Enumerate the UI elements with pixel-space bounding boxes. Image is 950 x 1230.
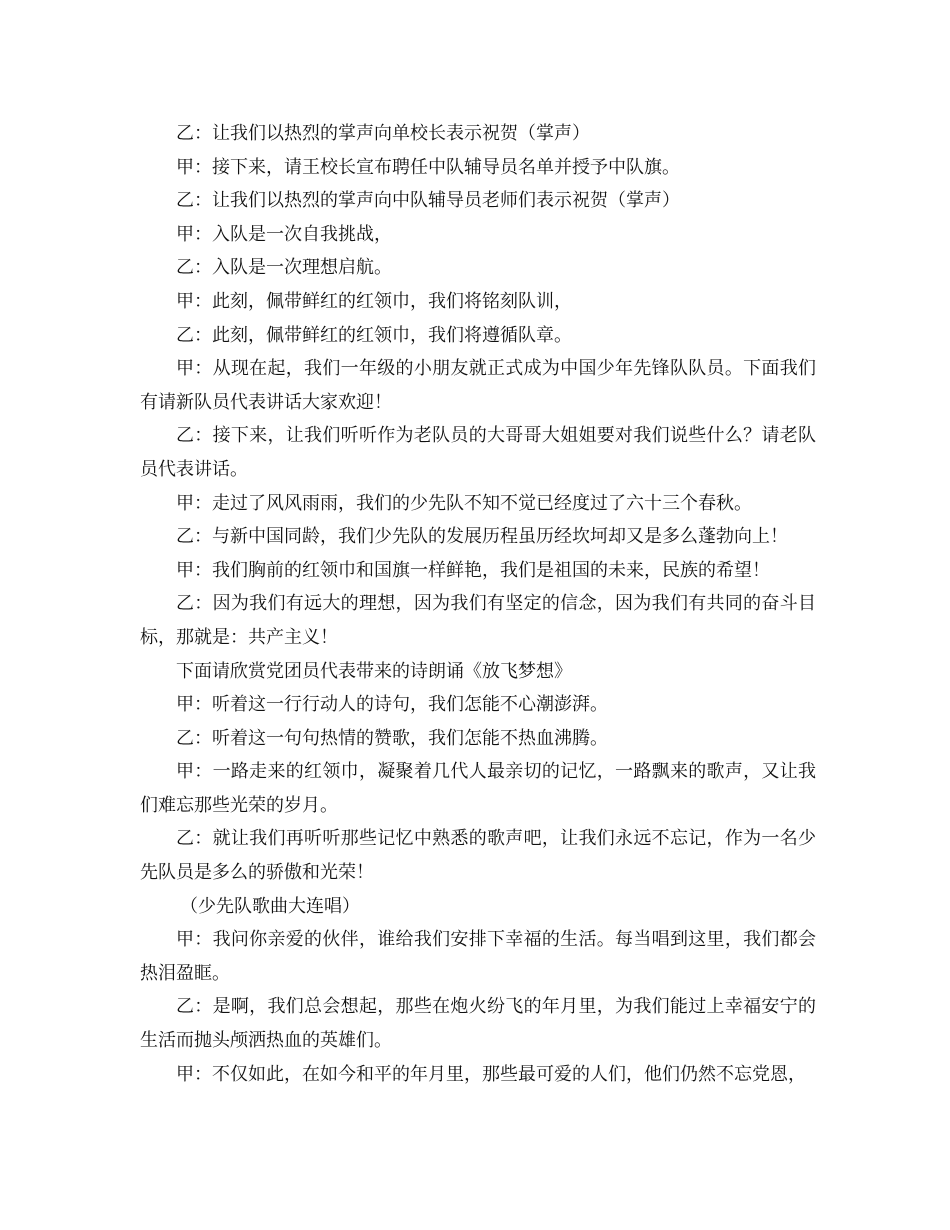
paragraph-7: 乙：此刻，佩带鲜红的红领巾，我们将遵循队章。 [176,324,572,346]
paragraph-5: 乙：入队是一次理想启航。 [176,257,392,279]
paragraph-8: 甲：从现在起，我们一年级的小朋友就正式成为中国少年先锋队队员。下面我们有请新队员代表讲话大家欢迎！ [140,358,816,413]
paragraph-21: 乙：是啊，我们总会想起，那些在炮火纷飞的年月里，为我们能过上幸福安宁的生活而抛头颅洒热血的英雄们。 [140,996,816,1052]
paragraph-19: （少先队歌曲大连唱） [180,895,360,917]
paragraph-14: 下面请欣赏党团员代表带来的诗朗诵《放飞梦想》 [176,660,572,682]
document-body [140,117,816,1091]
paragraph-10: 甲：走过了风风雨雨，我们的少先队不知不觉已经度过了六十三个春秋。 [176,492,752,514]
paragraph-2: 甲：接下来，请王校长宣布聘任中队辅导员名单并授予中队旗。 [176,156,680,178]
paragraph-17: 甲：一路走来的红领巾，凝聚着几代人最亲切的记忆，一路飘来的歌声，又让我们难忘那些光荣的岁月。 [140,761,816,816]
paragraph-20: 甲：我问你亲爱的伙伴，谁给我们安排下幸福的生活。每当唱到这里，我们都会热泪盈眶。 [140,929,816,984]
paragraph-22: 甲：不仅如此，在如今和平的年月里，那些最可爱的人们，他们仍然不忘党恩， [176,1063,806,1085]
paragraph-4: 甲：入队是一次自我挑战， [176,223,392,245]
paragraph-13: 乙：因为我们有远大的理想，因为我们有坚定的信念，因为我们有共同的奋斗目标，那就是：共产主义！ [140,593,816,648]
paragraph-16: 乙：听着这一句句热情的赞歌，我们怎能不热血沸腾。 [176,727,608,749]
paragraph-18: 乙：就让我们再听听那些记忆中熟悉的歌声吧，让我们永远不忘记，作为一名少先队员是多么的骄傲和光荣！ [140,828,816,884]
paragraph-12: 甲：我们胸前的红领巾和国旗一样鲜艳，我们是祖国的未来，民族的希望！ [176,559,770,581]
paragraph-9: 乙：接下来，让我们听听作为老队员的大哥哥大姐姐要对我们说些什么？请老队员代表讲话。 [140,425,816,480]
paragraph-11: 乙：与新中国同龄，我们少先队的发展历程虽历经坎坷却又是多么蓬勃向上！ [176,526,788,548]
paragraph-6: 甲：此刻，佩带鲜红的红领巾，我们将铭刻队训， [176,290,572,312]
paragraph-15: 甲：听着这一行行动人的诗句，我们怎能不心潮澎湃。 [176,694,608,716]
paragraph-1: 乙：让我们以热烈的掌声向单校长表示祝贺（掌声） [176,123,590,144]
paragraph-3: 乙：让我们以热烈的掌声向中队辅导员老师们表示祝贺（掌声） [176,190,680,212]
